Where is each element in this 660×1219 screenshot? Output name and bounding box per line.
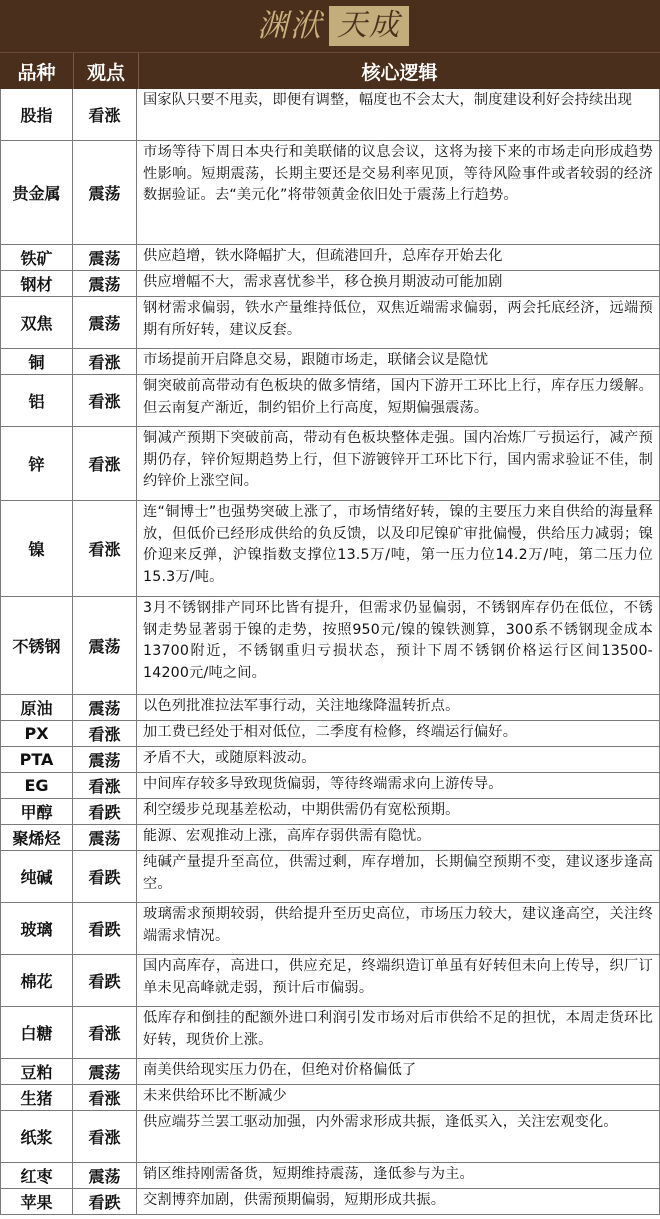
row-view: 震荡: [73, 245, 137, 270]
row-logic: 未来供给环比不断减少: [137, 1085, 660, 1110]
row-variety: 豆粕: [0, 1059, 73, 1084]
row-view: 看跌: [73, 955, 137, 1006]
table-row: [0, 955, 660, 1007]
row-logic: 市场提前开启降息交易，跟随市场走，联储会议是隐忧: [137, 349, 660, 374]
row-variety: 双焦: [0, 297, 73, 348]
header-variety: 品种: [0, 53, 74, 89]
row-view: 震荡: [73, 695, 137, 720]
table-row: [0, 1163, 660, 1189]
row-variety: 生猪: [0, 1085, 73, 1110]
row-variety: EG: [0, 773, 73, 798]
row-variety: 镍: [0, 501, 73, 596]
row-logic: 销区维持刚需备货，短期维持震荡，逢低参与为主。: [137, 1163, 660, 1188]
row-variety: 纸浆: [0, 1111, 73, 1162]
row-variety: 原油: [0, 695, 73, 720]
table-row: [0, 721, 660, 747]
row-logic: 供应趋增，铁水降幅扩大，但疏港回升，总库存开始去化: [137, 245, 660, 270]
table-row: [0, 1189, 660, 1215]
row-logic: 国内高库存，高进口，供应充足，终端织造订单虽有好转但未向上传导，织厂订单未见高峰就走弱，预计后市偏弱。: [137, 955, 660, 1006]
row-view: 震荡: [73, 297, 137, 348]
row-logic: 矛盾不大，或随原料波动。: [137, 747, 660, 772]
row-logic: 市场等待下周日本央行和美联储的议息会议，这将为接下来的市场走向形成趋势性影响。短期震荡，长期主要还是交易利率见顶，等待风险事件或者较弱的经济数据验证。去“美元化”将带领黄金依旧处于震荡上行趋势。: [137, 141, 660, 244]
table-body: [0, 89, 660, 1215]
row-logic: 纯碱产量提升至高位，供需过剩，库存增加，长期偏空预期不变，建议逐步逢高空。: [137, 851, 660, 902]
row-view: 看涨: [73, 427, 137, 500]
row-view: 看跌: [73, 851, 137, 902]
row-variety: 铁矿: [0, 245, 73, 270]
row-view: 看涨: [73, 1007, 137, 1058]
row-view: 看涨: [73, 89, 137, 140]
row-logic: 交割博弈加剧，供需预期偏弱，短期形成共振。: [137, 1189, 660, 1214]
row-variety: 红枣: [0, 1163, 73, 1188]
row-variety: 聚烯烃: [0, 825, 73, 850]
brand-logo: [251, 6, 409, 46]
table-row: [0, 851, 660, 903]
row-logic: 国家队只要不甩卖，即便有调整，幅度也不会太大，制度建设利好会持续出现: [137, 89, 660, 140]
table-row: [0, 799, 660, 825]
table-header: [0, 52, 660, 89]
table-row: [0, 245, 660, 271]
row-variety: 铜: [0, 349, 73, 374]
row-variety: 纯碱: [0, 851, 73, 902]
row-view: 震荡: [73, 271, 137, 296]
table-row: [0, 597, 660, 695]
row-variety: 铝: [0, 375, 73, 426]
table-row: [0, 271, 660, 297]
table-row: [0, 1111, 660, 1163]
table-row: [0, 747, 660, 773]
table-row: [0, 773, 660, 799]
row-logic: 能源、宏观推动上涨，高库存弱供需有隐忧。: [137, 825, 660, 850]
row-view: 看涨: [73, 349, 137, 374]
row-logic: 中间库存较多导致现货偏弱，等待终端需求向上游传导。: [137, 773, 660, 798]
table-row: [0, 903, 660, 955]
row-logic: 利空缓步兑现基差松动，中期供需仍有宽松预期。: [137, 799, 660, 824]
table-row: [0, 349, 660, 375]
table-row: [0, 501, 660, 597]
row-logic: 低库存和倒挂的配额外进口利润引发市场对后市供给不足的担忧，本周走货环比好转，现货价上涨。: [137, 1007, 660, 1058]
row-logic: 3月不锈钢排产同环比皆有提升，但需求仍显偏弱，不锈钢库存仍在低位，不锈钢走势显著弱于镍的走势，按照950元/镍的镍铁测算，300系不锈钢现金成本13700附近，不锈钢重归亏损状态，预计下周不锈钢价格运行区间13500-14200元/吨之间。: [137, 597, 660, 694]
row-view: 看涨: [73, 375, 137, 426]
table-row: [0, 825, 660, 851]
row-view: 看涨: [73, 773, 137, 798]
table-row: [0, 1007, 660, 1059]
row-logic: 供应端芬兰罢工驱动加强，内外需求形成共振，逢低买入，关注宏观变化。: [137, 1111, 660, 1162]
brand-banner: [0, 0, 660, 52]
row-view: 震荡: [73, 747, 137, 772]
row-logic: 南美供给现实压力仍在，但绝对价格偏低了: [137, 1059, 660, 1084]
table-row: [0, 1059, 660, 1085]
row-variety: 玻璃: [0, 903, 73, 954]
row-view: 震荡: [73, 141, 137, 244]
header-logic: 核心逻辑: [361, 61, 438, 84]
row-view: 看涨: [73, 1085, 137, 1110]
row-logic: 供应增幅不大，需求喜忧参半，移仓换月期波动可能加剧: [137, 271, 660, 296]
row-variety: 不锈钢: [0, 597, 73, 694]
row-view: 震荡: [73, 597, 137, 694]
brand-logo-right-text: 天成: [329, 6, 409, 46]
row-view: 看跌: [73, 903, 137, 954]
row-view: 震荡: [73, 1163, 137, 1188]
row-logic: 加工费已经处于相对低位，二季度有检修，终端运行偏好。: [137, 721, 660, 746]
table-row: [0, 375, 660, 427]
row-logic: 铜突破前高带动有色板块的做多情绪，国内下游开工环比上行，库存压力缓解。但云南复产渐近，制约铝价上行高度，短期偏强震荡。: [137, 375, 660, 426]
table-row: [0, 1085, 660, 1111]
row-view: 震荡: [73, 825, 137, 850]
row-view: 震荡: [73, 1059, 137, 1084]
row-logic: 铜减产预期下突破前高，带动有色板块整体走强。国内冶炼厂亏损运行，减产预期仍存，锌价短期趋势上行，但下游镀锌开工环比下行，国内需求验证不佳，制约锌价上涨空间。: [137, 427, 660, 500]
row-variety: 贵金属: [0, 141, 73, 244]
row-variety: 苹果: [0, 1189, 73, 1214]
row-variety: 钢材: [0, 271, 73, 296]
row-variety: 股指: [0, 89, 73, 140]
row-view: 看跌: [73, 1189, 137, 1214]
row-view: 看跌: [73, 799, 137, 824]
row-variety: 白糖: [0, 1007, 73, 1058]
row-variety: PX: [0, 721, 73, 746]
table-row: [0, 695, 660, 721]
row-logic: 玻璃需求预期较弱，供给提升至历史高位，市场压力较大，建议逢高空，关注终端需求情况。: [137, 903, 660, 954]
table-row: [0, 427, 660, 501]
row-variety: PTA: [0, 747, 73, 772]
table-row: [0, 89, 660, 141]
row-view: 看涨: [73, 1111, 137, 1162]
row-variety: 棉花: [0, 955, 73, 1006]
row-logic: 连“铜博士”也强势突破上涨了，市场情绪好转，镍的主要压力来自供给的海量释放，但低价已经形成供给的负反馈，以及印尼镍矿审批偏慢，供给压力减弱；镍价迎来反弹，沪镍指数支撑位13.5万/吨，第一压力位14.2万/吨，第二压力位15.3万/吨。: [137, 501, 660, 596]
row-view: 看涨: [73, 721, 137, 746]
row-logic: 钢材需求偏弱，铁水产量维持低位，双焦近端需求偏弱，两会托底经济，远端预期有所好转，建议反套。: [137, 297, 660, 348]
header-view: 观点: [74, 53, 139, 89]
table-row: [0, 297, 660, 349]
brand-logo-left-text: 渊洑: [257, 8, 323, 44]
row-variety: 锌: [0, 427, 73, 500]
row-variety: 甲醇: [0, 799, 73, 824]
row-logic: 以色列批准拉法军事行动，关注地缘降温转折点。: [137, 695, 660, 720]
row-view: 看涨: [73, 501, 137, 596]
table-row: [0, 141, 660, 245]
